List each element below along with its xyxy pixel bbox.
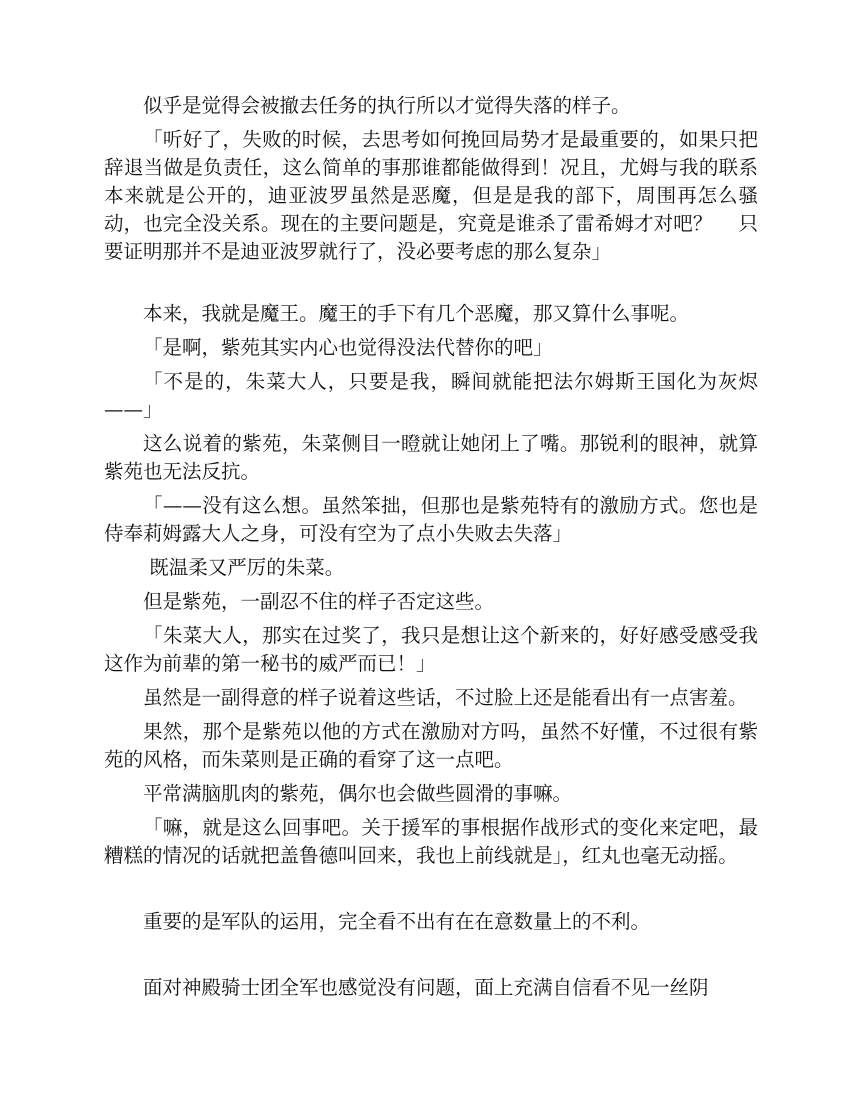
paragraph: 面对神殿骑士团全军也感觉没有问题，面上充满自信看不见一丝阴: [143, 976, 709, 999]
paragraph: 「——没有这么想。虽然笨拙，但那也是紫苑特有的激励方式。您也是侍奉莉姆露大人之身，可没有空为了点小失败去失落」: [104, 494, 758, 545]
paragraph: 本来，我就是魔王。魔王的手下有几个恶魔，那又算什么事呢。: [143, 302, 690, 325]
paragraph-spacer: [104, 876, 758, 908]
paragraph: 似乎是觉得会被撤去任务的执行所以才觉得失落的样子。: [143, 94, 631, 117]
paragraph: 「朱菜大人，那实在过奖了，我只是想让这个新来的，好好感受感受我这作为前辈的第一秘书的威严而已！」: [104, 624, 758, 675]
paragraph: 「听好了，失败的时候，去思考如何挽回局势才是最重要的，如果只把辞退当做是负责任，这么简单的事那谁都能做得到！况且，尤姆与我的联系本来就是公开的，迪亚波罗虽然是恶魔，但是是我的部下，周围再怎么骚动，也完全没关系。现在的主要问题是，究竟是谁杀了雷希姆才对吧？ 只要证明那并不是迪亚波罗就行了，没必要考虑的那么复杂」: [104, 128, 758, 263]
paragraph-spacer: [104, 942, 758, 974]
paragraph: 既温柔又严厉的朱菜。: [143, 556, 345, 579]
paragraph-spacer: [104, 272, 758, 300]
paragraph: 果然，那个是紫苑以他的方式在激励对方吗，虽然不好懂，不过很有紫苑的风格，而朱菜则是正确的看穿了这一点吧。: [104, 720, 758, 771]
paragraph: 平常满脑肌肉的紫苑，偶尔也会做些圆滑的事嘛。: [143, 782, 573, 805]
paragraph: 虽然是一副得意的样子说着这些话，不过脸上还是能看出有一点害羞。: [143, 686, 748, 709]
paragraph: 「不是的，朱菜大人，只要是我，瞬间就能把法尔姆斯王国化为灰烬——」: [104, 370, 758, 421]
paragraph: 这么说着的紫苑，朱菜侧目一瞪就让她闭上了嘴。那锐利的眼神，就算紫苑也无法反抗。: [104, 432, 758, 483]
paragraph: 重要的是军队的运用，完全看不出有在在意数量上的不利。: [143, 910, 651, 933]
paragraph: 「嘛，就是这么回事吧。关于援军的事根据作战形式的变化来定吧，最糟糕的情况的话就把盖鲁德叫回来，我也上前线就是」，红丸也毫无动摇。: [104, 816, 758, 867]
paragraph: 但是紫苑，一副忍不住的样子否定这些。: [143, 590, 495, 613]
paragraph: 「是啊，紫苑其实内心也觉得没法代替你的吧」: [143, 336, 553, 359]
